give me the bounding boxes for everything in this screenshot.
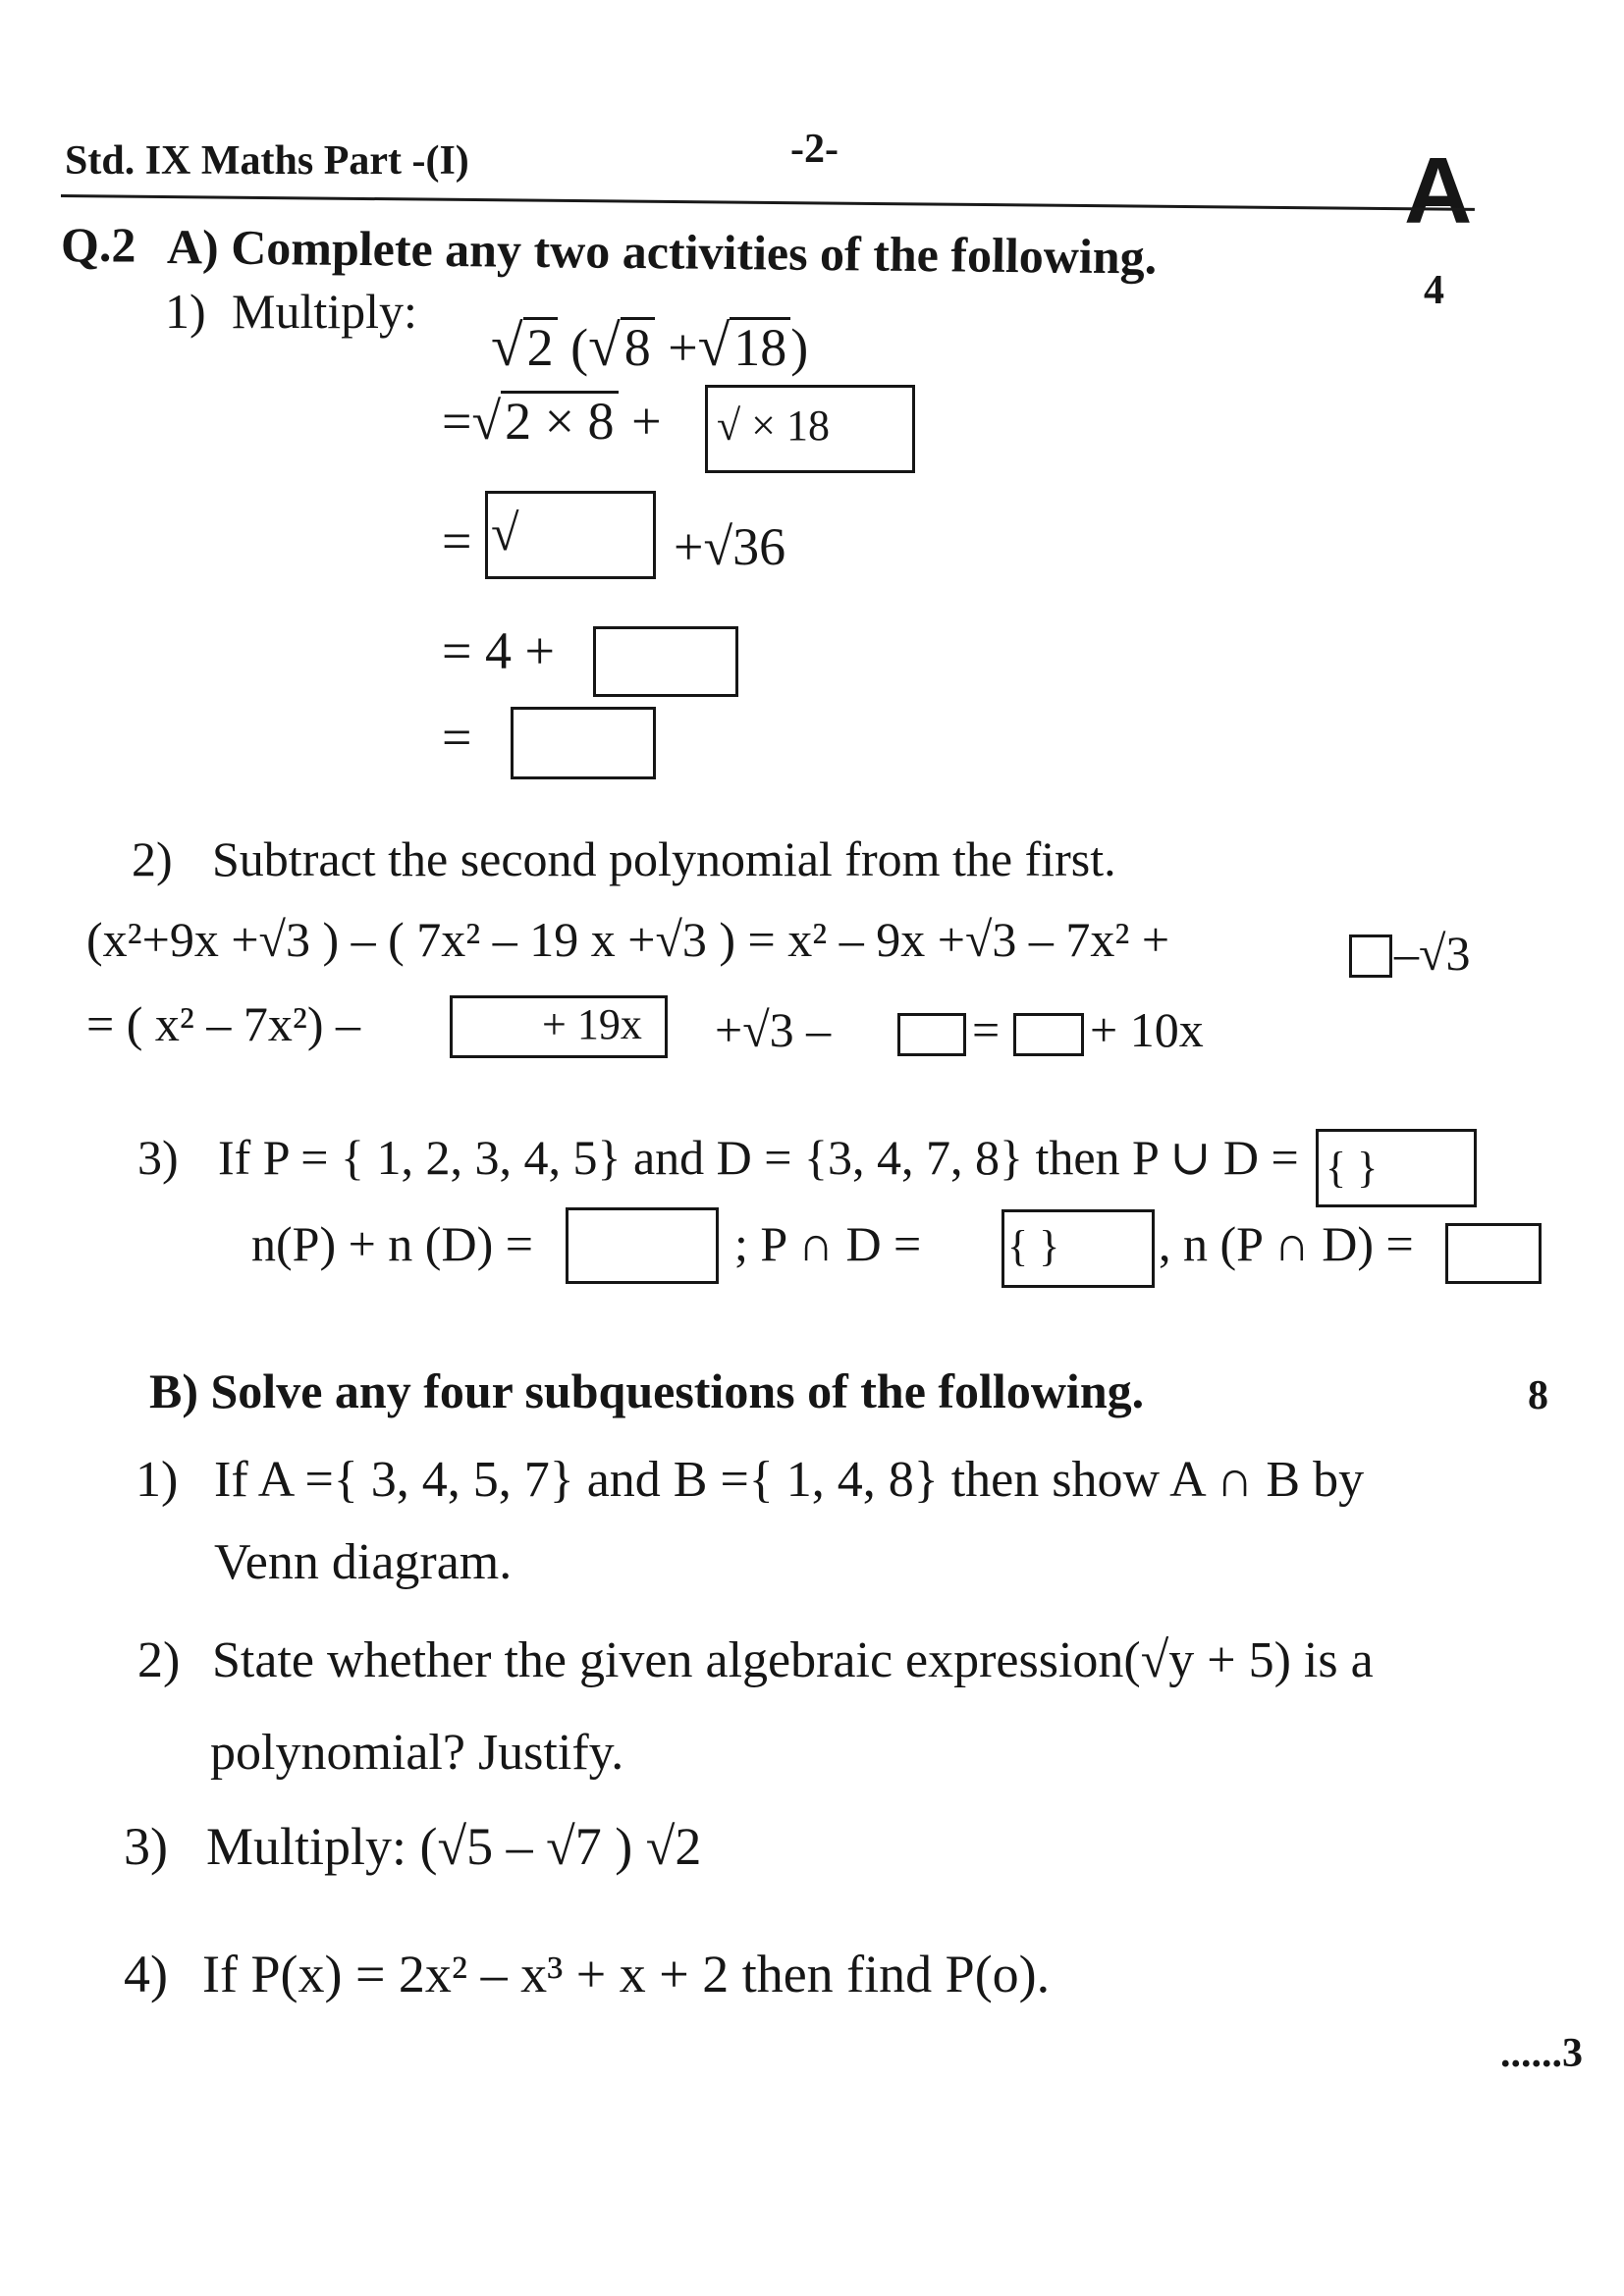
part-a-marks: 4 [1424,268,1444,313]
b3-line-1: Multiply: (√5 – √7 ) √2 [206,1817,702,1876]
page-number: -2- [790,127,839,172]
header-subject: Std. IX Maths Part -(I) [65,138,469,184]
b2-number: 2) [137,1632,181,1688]
activity-1-line-5: = [442,708,472,767]
activity-3-line-2c: , n (P ∩ D) = [1159,1216,1414,1271]
activity-1-label: Multiply: [232,284,417,339]
activity-2-number: 2) [132,831,173,886]
b4-line-1: If P(x) = 2x² – x³ + x + 2 then find P(o). [202,1945,1051,2003]
sqrt-sign: √ [491,313,523,378]
part-b-heading: B) Solve any four subquestions of the following. [149,1363,1145,1418]
answer-box-1c[interactable] [593,626,738,697]
answer-box-1a-text: √ × 18 [717,401,830,450]
activity-2-line-2-eq: = [972,1002,1001,1057]
radicand: 2 [523,317,558,376]
part-a-heading: A) Complete any two activities of the following. [166,219,1158,285]
b2-line-1: State whether the given algebraic expression(√y + 5) is a [212,1632,1374,1688]
activity-3-number: 3) [137,1130,179,1185]
part-b-marks: 8 [1528,1373,1548,1418]
sqrt-sign: √ [697,313,731,378]
activity-2-line-2-start: = ( x² – 7x²) – [86,996,360,1051]
continued-marker: ......3 [1500,2031,1583,2076]
activity-1-number: 1) [165,284,206,339]
activity-1-line-2 [442,391,662,452]
b2-line-2: polynomial? Justify. [210,1725,624,1781]
answer-box-2c[interactable] [897,1013,966,1056]
answer-box-2a[interactable] [1349,934,1392,978]
close-paren: ) [790,318,809,377]
union-answer-box-text: { } [1326,1144,1379,1192]
activity-3-line-2b: ; P ∩ D = [734,1216,922,1271]
b1-line-1: If A ={ 3, 4, 5, 7} and B ={ 1, 4, 8} then show A ∩ B by [214,1452,1365,1508]
b1-line-2: Venn diagram. [214,1534,513,1590]
activity-1-line-3-equals: = [442,511,472,570]
intersection-answer-box-text: { } [1007,1222,1060,1270]
answer-box-2b-text: + 19x [542,1000,642,1048]
activity-1-line-1 [491,312,808,380]
answer-box-1d[interactable] [511,707,656,779]
activity-2-line-1: (x²+9x +√3 ) – ( 7x² – 19 x +√3 ) = x² – 9x +√3 – 7x² + [86,912,1170,967]
activity-3-line-2a: n(P) + n (D) = [251,1216,533,1271]
activity-2-line-2-end: + 10x [1090,1002,1204,1057]
open-paren: ( [570,318,589,377]
radicand: 18 [730,317,790,376]
b3-number: 3) [124,1817,168,1876]
set-label: A [1404,138,1473,243]
sqrt-sign: √ [588,313,621,378]
activity-2-line-2-mid: +√3 – [715,1002,832,1057]
radicand: 2 × 8 [501,391,618,450]
answer-box-1b-text: √ [491,506,519,561]
answer-box-2d[interactable] [1013,1013,1084,1056]
activity-1-line-4: = 4 + [442,621,555,680]
count-answer-box[interactable] [566,1207,719,1284]
intersection-count-box[interactable] [1445,1223,1542,1284]
activity-2-heading: Subtract the second polynomial from the first. [212,831,1116,886]
question-number: Q.2 [61,217,136,272]
b1-number: 1) [135,1452,179,1508]
plus-sign: + [631,392,662,451]
equals-sqrt: =√ [442,392,502,451]
activity-1-line-3-term: +√36 [674,517,786,576]
plus-sign: + [668,318,698,377]
header-rule [61,194,1475,211]
activity-2-line-1-end: –√3 [1394,926,1471,981]
activity-3-line-1: If P = { 1, 2, 3, 4, 5} and D = {3, 4, 7, 8} then P ∪ D = [218,1130,1299,1185]
b4-number: 4) [124,1945,168,2003]
radicand: 8 [621,317,655,376]
